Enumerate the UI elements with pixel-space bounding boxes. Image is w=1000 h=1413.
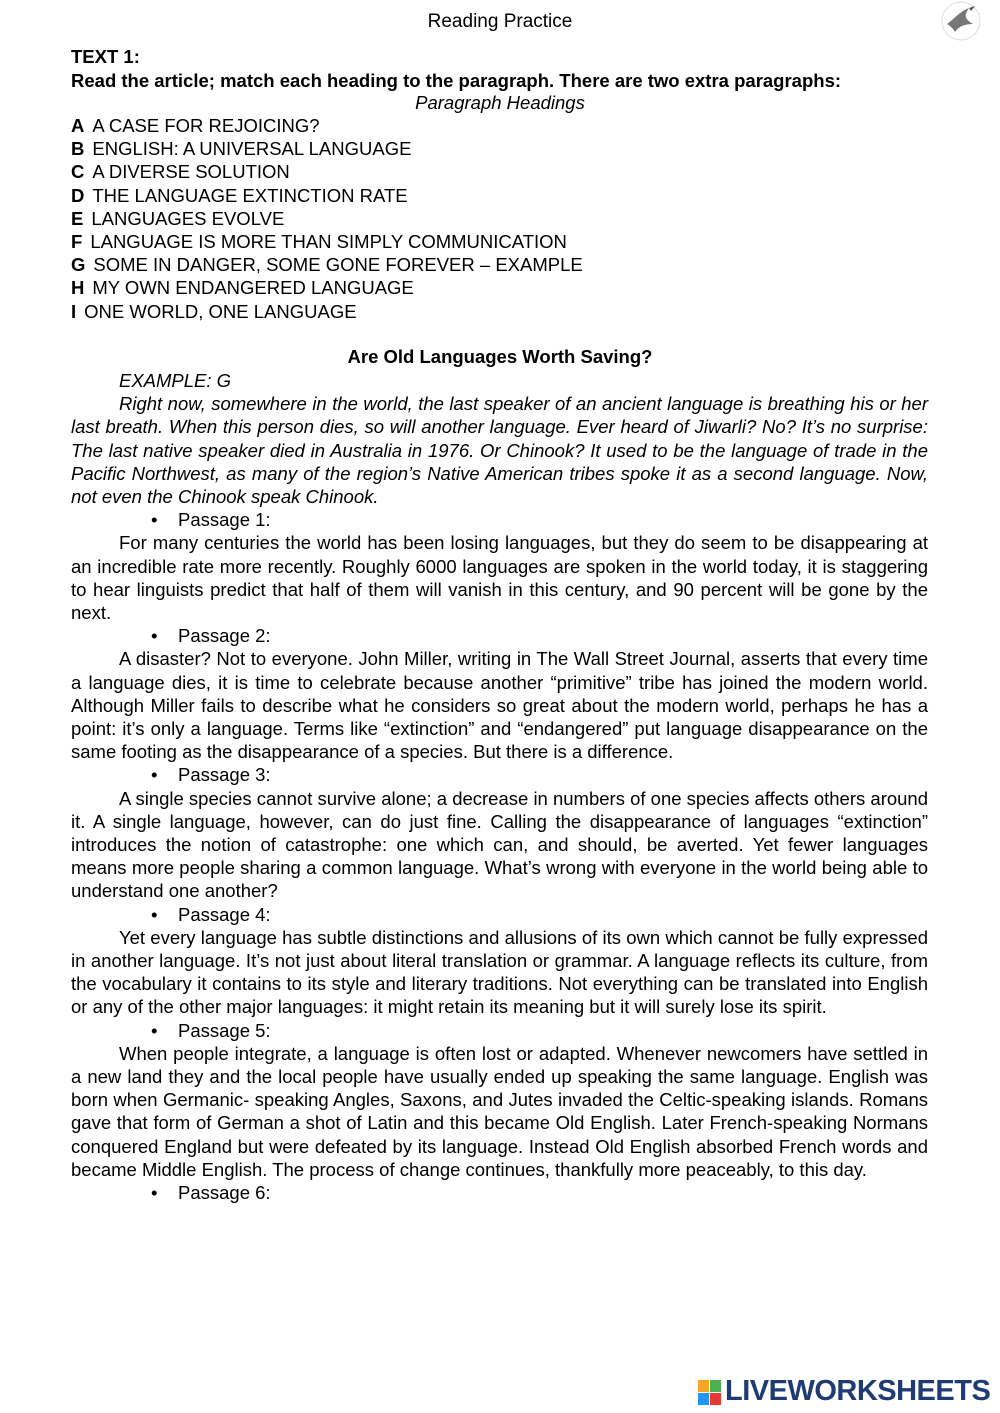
passage-paragraph: A disaster? Not to everyone. John Miller, writing in The Wall Street Journal, asserts that every time a language dies, it is time to celebrate because another “primitive” tribe has joined the modern world. Although Miller fails to describe what he considers so great about the modern world, perhaps he has a point: it’s only a language. Terms like “extinction” and “endangered” put language disappearance on the same footing as the disappearance of a species. But there is a difference. [71,648,928,763]
example-paragraph: Right now, somewhere in the world, the last speaker of an ancient language is breathing his or her last breath. When this person dies, so will another language. Ever heard of Jiwarli? No? It’s no surprise: The last native speaker died in Australia in 1976. Or Chinook? It used to be the language of trade in the Pacific Northwest, as many of the region’s Native American tribes spoke it as a second language. Now, not even the Chinook speak Chinook. [71,393,928,508]
example-label: EXAMPLE: G [119,370,232,391]
heading-item: I ONE WORLD, ONE LANGUAGE [71,300,357,322]
passage-paragraph: For many centuries the world has been losing languages, but they do seem to be disappearing at an incredible rate more recently. Roughly 6000 languages are spoken in the world today, it is staggering to hear linguists predict that half of them will vanish in this century, and 90 percent will be gone by the next. [71,532,928,624]
headings-list [71,114,871,323]
bird-logo-icon [935,0,985,44]
passage-label: • Passage 6: [151,1182,271,1204]
heading-item: G SOME IN DANGER, SOME GONE FOREVER – EXAMPLE [71,254,583,276]
bullet-icon: • [151,509,158,531]
text-label: TEXT 1: [71,46,140,67]
bullet-icon: • [151,903,158,925]
heading-item: C A DIVERSE SOLUTION [71,161,290,183]
liveworksheets-logo [697,1377,997,1409]
bullet-icon: • [151,764,158,786]
passage-label: • Passage 1: [151,509,271,531]
brand-name: LIVEWORKSHEETS [725,1375,991,1407]
heading-item: E LANGUAGES EVOLVE [71,207,285,229]
heading-item: F LANGUAGE IS MORE THAN SIMPLY COMMUNICATION [71,230,567,252]
heading-item: A A CASE FOR REJOICING? [71,115,320,136]
passage-label: • Passage 3: [151,764,271,786]
bullet-icon: • [151,625,158,647]
passage-paragraph: When people integrate, a language is often lost or adapted. Whenever newcomers have settled in a new land they and the local people have usually ended up speaking the same language. English was born when Germanic- speaking Angles, Saxons, and Jutes invaded the Celtic-speaking islands. Romans gave that form of German a shot of Latin and this became Old English. Later French-speaking Normans conquered England but were defeated by its language. Instead Old English absorbed French words and became Middle English. The process of change continues, thankfully more peaceably, to this day. [71,1042,928,1180]
heading-item: D THE LANGUAGE EXTINCTION RATE [71,184,408,206]
article-title: Are Old Languages Worth Saving? [347,346,653,367]
passage-label: • Passage 5: [151,1019,271,1041]
liveworksheets-mark-icon [697,1379,723,1407]
passage-label: • Passage 2: [151,625,271,647]
task-instruction: Read the article; match each heading to the paragraph. There are two extra paragraphs: [71,70,842,91]
bullet-icon: • [151,1182,158,1204]
heading-item: H MY OWN ENDANGERED LANGUAGE [71,277,414,299]
bullet-icon: • [151,1019,158,1041]
heading-item: B ENGLISH: A UNIVERSAL LANGUAGE [71,138,412,160]
headings-subtitle: Paragraph Headings [415,92,585,113]
page-header-title: Reading Practice [427,11,573,32]
passage-paragraph: A single species cannot survive alone; a decrease in numbers of one species affects others around it. A single language, however, can do just fine. Calling the disappearance of languages “extinction” introduces the notion of catastrophe: one which can, and should, be averted. Yet fewer languages means more people sharing a common language. What’s wrong with everyone in the world being able to understand one another? [71,787,929,902]
passage-paragraph: Yet every language has subtle distinctions and allusions of its own which cannot be fully expressed in another language. It’s not just about literal translation or grammar. A language reflects its culture, from the vocabulary it contains to its style and literary traditions. Not everything can be translated into English or any of the other major languages: it might retain its meaning but it will surely lose its spirit. [71,926,928,1018]
passage-label: • Passage 4: [151,903,271,925]
article-body [71,369,928,1204]
